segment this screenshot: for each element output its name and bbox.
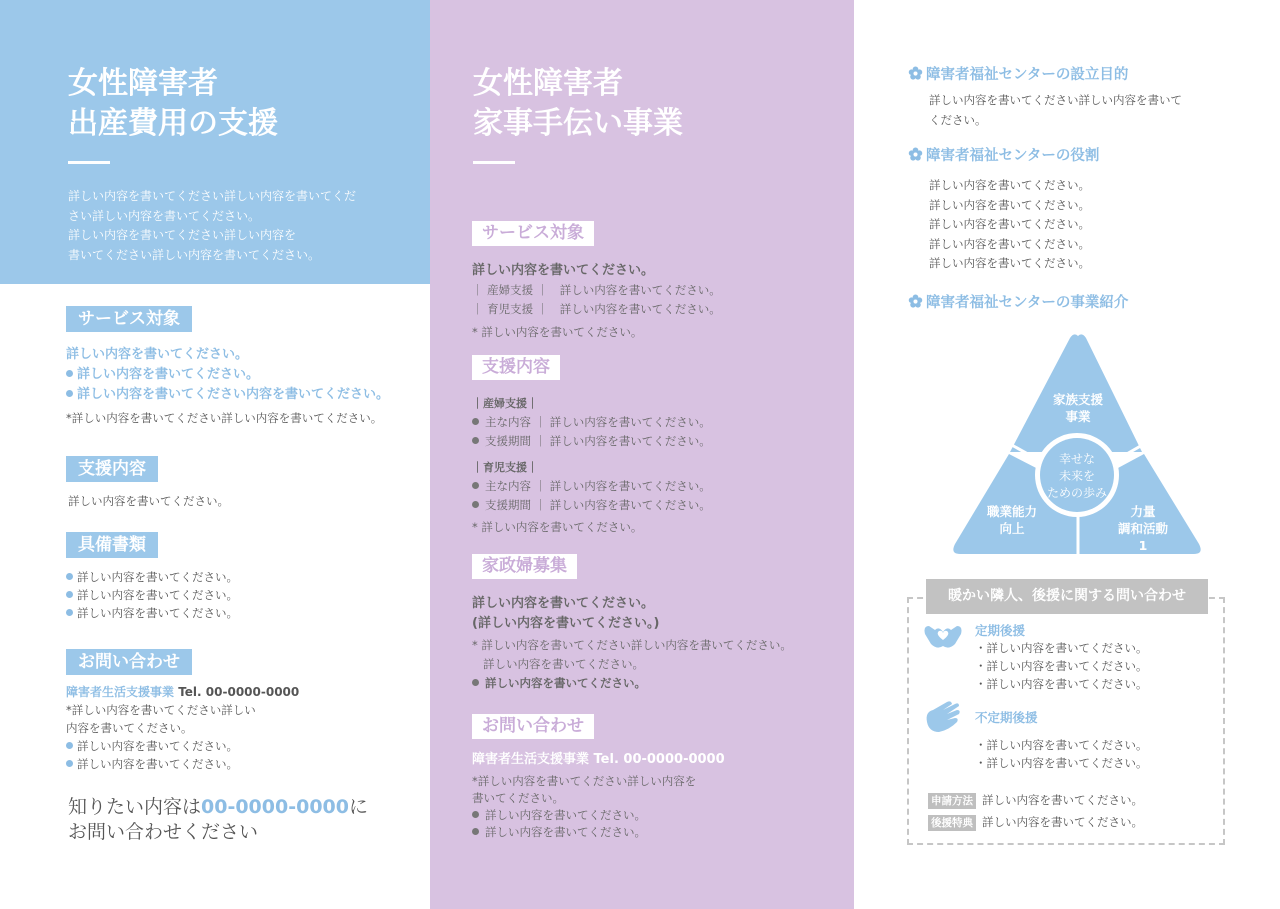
panel1-footer: 知りたい内容は00-0000-0000に お問い合わせください bbox=[68, 796, 369, 843]
flower-icon bbox=[908, 294, 923, 309]
right-label-line3: 1 bbox=[1138, 538, 1148, 553]
support-benefit: 後援特典 詳しい内容を書いてください。 bbox=[928, 813, 1143, 834]
right-label-line2: 調和活動 bbox=[1117, 521, 1169, 536]
purpose-section: 障害者福祉センターの設立目的 詳しい内容を書いてください詳しい内容を書いて ください。 bbox=[908, 65, 1182, 130]
panel2-service-body: 詳しい内容を書いてください。 ｜ 産婦支援 ｜ 詳しい内容を書いてください。 ｜ 育児支援 ｜ 詳しい内容を書いてください。 * 詳しい内容を書いてください。 bbox=[472, 263, 721, 339]
role-section: 障害者福祉センターの役割 詳しい内容を書いてください。 詳しい内容を書いてください。 詳しい内容を書いてください。 詳しい内容を書いてください。 詳しい内容を書いてください。 bbox=[908, 146, 1099, 274]
support-benefit-tag: 後援特典 bbox=[928, 815, 976, 831]
panel1-title-rule bbox=[68, 161, 110, 164]
regular-support: 定期後援 ・詳しい内容を書いてください。 ・詳しい内容を書いてください。 ・詳しい内容を書いてください。 bbox=[975, 623, 1148, 691]
panel2-service-label: サービス対象 bbox=[472, 221, 594, 246]
panel1-intro: 詳しい内容を書いてください詳しい内容を書いてくだ さい詳しい内容を書いてください。 詳しい内容を書いてください詳しい内容を 書いてください詳しい内容を書いてください。 bbox=[68, 189, 357, 262]
center-label-line2: 未来を bbox=[1058, 469, 1096, 483]
center-label-line3: ための歩み bbox=[1046, 486, 1108, 500]
top-label-line1: 家族支援 bbox=[1052, 392, 1104, 407]
panel1-service-label: サービス対象 bbox=[66, 306, 192, 332]
panel1-contact-body: 障害者生活支援事業 Tel. 00-0000-0000 *詳しい内容を書いてください詳しい 内容を書いてください。 詳しい内容を書いてください。 詳しい内容を書いてください。 bbox=[66, 685, 300, 771]
irregular-support: 不定期後援 ・詳しい内容を書いてください。 ・詳しい内容を書いてください。 bbox=[975, 710, 1148, 770]
panel1-documents-list: 詳しい内容を書いてください。 詳しい内容を書いてください。 詳しい内容を書いてください。 bbox=[66, 568, 238, 622]
panel1-support-text: 詳しい内容を書いてください。 bbox=[68, 494, 229, 508]
panel2-title: 女性障害者 家事手伝い事業 bbox=[473, 66, 683, 141]
panel1-contact-label: お問い合わせ bbox=[66, 649, 192, 675]
panel1-title: 女性障害者 出産費用の支援 bbox=[68, 66, 278, 141]
panel2-support-body: ｜産婦支援｜ 主な内容 ｜ 詳しい内容を書いてください。 支援期間 ｜ 詳しい内容を書いてください。 ｜育児支援｜ 主な内容 ｜ 詳しい内容を書いてください。 支援期間 ｜ 詳しい内容を書いてください。 * 詳しい内容を書いてください。 bbox=[472, 397, 711, 534]
panel1-documents-label: 具備書類 bbox=[66, 532, 158, 558]
top-label-line2: 事業 bbox=[1065, 409, 1091, 424]
panel2-recruit-label: 家政婦募集 bbox=[472, 554, 577, 579]
panel2-contact-body: 障害者生活支援事業 Tel. 00-0000-0000 *詳しい内容を書いてください詳しい内容を 書いてください。 詳しい内容を書いてください。 詳しい内容を書いてください。 bbox=[472, 752, 725, 839]
business-triangle-diagram bbox=[948, 332, 1208, 558]
footer-phone: 00-0000-0000 bbox=[201, 796, 349, 818]
panel2-recruit-body: 詳しい内容を書いてください。 (詳しい内容を書いてください。) * 詳しい内容を書いてください詳しい内容を書いてください。 詳しい内容を書いてください。 詳しい内容を書いてください。 bbox=[472, 594, 792, 693]
waving-hand-icon bbox=[921, 698, 965, 742]
center-label-line1: 幸せな bbox=[1058, 452, 1096, 466]
flower-icon bbox=[908, 147, 923, 162]
right-label-line1: 力量 bbox=[1130, 504, 1156, 519]
heart-hands-icon bbox=[921, 622, 965, 656]
left-label-line1: 職業能力 bbox=[986, 504, 1038, 519]
apply-method: 申請方法 詳しい内容を書いてください。 bbox=[928, 791, 1143, 812]
apply-method-tag: 申請方法 bbox=[928, 793, 976, 809]
panel1-service-body: 詳しい内容を書いてください。 詳しい内容を書いてください。 詳しい内容を書いてください内容を書いてください。 *詳しい内容を書いてください詳しい内容を書いてください。 bbox=[66, 347, 390, 425]
business-heading: 障害者福祉センターの事業紹介 bbox=[908, 293, 1128, 313]
flower-icon bbox=[908, 66, 923, 81]
panel1-support-label: 支援内容 bbox=[66, 456, 158, 482]
panel2-support-label: 支援内容 bbox=[472, 355, 560, 380]
panel2-title-rule bbox=[473, 161, 515, 164]
panel2-contact-label: お問い合わせ bbox=[472, 714, 594, 739]
inquiry-title: 暖かい隣人、後援に関する問い合わせ bbox=[926, 579, 1208, 614]
left-label-line2: 向上 bbox=[999, 521, 1025, 536]
